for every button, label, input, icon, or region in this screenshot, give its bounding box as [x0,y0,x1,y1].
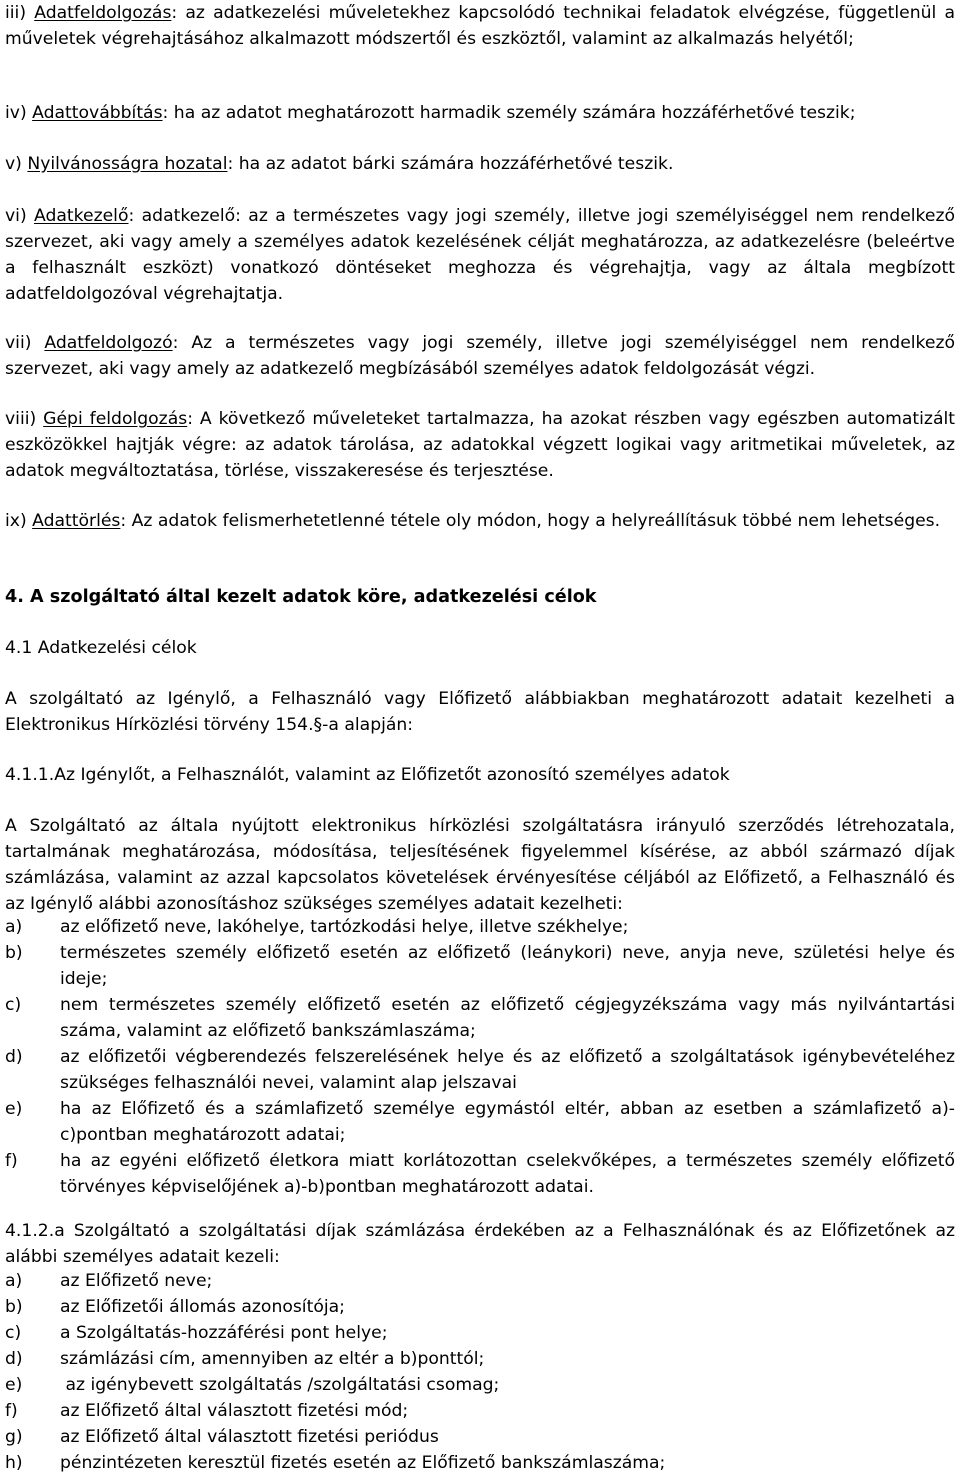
list-item: d) az előfizetői végberendezés felszerelésének helye és az előfizető a szolgáltatások igénybevételéhez szükséges felhasználói nevei, valamint alap jelszavai [5,1047,955,1093]
definition-iv [5,100,955,126]
intro-paragraph: A szolgáltató az Igénylő, a Felhasználó vagy Előfizető alábbiakban meghatározott adatait kezelheti a Elektronikus Hírközlési törvény 154.§-a alapján: [5,689,955,735]
definition-text: : ha az adatot bárki számára hozzáférhetővé teszik. [227,154,674,174]
list-item: h) pénzintézeten keresztül fizetés esetén az Előfizető bankszámlaszáma; [5,1453,666,1473]
definition-v [5,151,955,177]
paragraph-4-1-2: 4.1.2.a Szolgáltató a szolgáltatási díjak számlázása érdekében az a Felhasználónak és az Előfizetőnek az alábbi személyes adatait kezeli: [5,1221,955,1267]
list-item: b) az Előfizetői állomás azonosítója; [5,1297,345,1317]
definition-text: : az adatkezelési műveletekhez kapcsolódó technikai feladatok elvégzése, függetlenül a műveletek végrehajtásához alkalmazott módszertől és eszköztől, valamint az alkalmazás helyétől; [5,3,955,49]
definition-term: Adattovábbítás [32,103,163,123]
list-item: d) számlázási cím, amennyiben az eltér a b)ponttól; [5,1349,485,1369]
definition-number: iii) [5,3,27,23]
definition-text: : A következő műveleteket tartalmazza, ha azokat részben vagy egészben automatizált eszközökkel hajtják végre: az adatok tárolása, az adatokkal végzett logikai vagy aritmetikai műveletek, az adatok megváltoztatása, törlése, visszakeresése és terjesztése. [5,409,955,481]
definition-text: : ha az adatot meghatározott harmadik személy számára hozzáférhetővé teszik; [162,103,856,123]
definition-term: Gépi feldolgozás [43,409,188,429]
list-item: b) természetes személy előfizető esetén az előfizető (leánykori) neve, anyja neve, születési helye és ideje; [5,943,955,989]
identification-data-list [5,914,955,1200]
definition-number: vii) [5,333,32,353]
subsection-title: 4.1 Adatkezelési célok [5,638,197,658]
definition-viii [5,406,955,484]
paragraph-4-1-1: A Szolgáltató az általa nyújtott elektronikus hírközlési szolgáltatásra irányuló szerződés létrehozatala, tartalmának meghatározása, módosítása, teljesítésének figyelemmel kísérése, az abból származó díjak számlázása, valamint az azzal kapcsolatos követelések érvényesítése céljából az Előfizető, a Felhasználó és az Igénylő alábbi azonosításhoz szükséges személyes adatait kezelheti: [5,816,955,914]
definition-number: v) [5,154,22,174]
definition-term: Adattörlés [32,511,121,531]
definition-text: : Az a természetes vagy jogi személy, illetve jogi személyiséggel nem rendelkező szervezet, aki vagy amely az adatkezelő megbízásából személyes adatok feldolgozását végzi. [5,333,956,379]
definition-term: Adatfeldolgozás [34,3,172,23]
list-item: g) az Előfizető által választott fizetési periódus [5,1427,439,1447]
definition-vii [5,330,955,382]
definition-term: Adatkezelő [34,206,129,226]
section-heading: 4. A szolgáltató által kezelt adatok köre, adatkezelési célok [5,587,597,607]
definition-iii [5,0,955,52]
definition-text: : Az adatok felismerhetetlenné tétele oly módon, hogy a helyreállításuk többé nem lehetséges. [120,511,941,531]
definition-term: Nyilvánosságra hozatal [27,154,228,174]
definition-number: vi) [5,206,27,226]
list-item: c) a Szolgáltatás-hozzáférési pont helye; [5,1323,388,1343]
definition-number: ix) [5,511,27,531]
definition-text: : adatkezelő: az a természetes vagy jogi személy, illetve jogi személyiséggel nem rendelkező szervezet, aki vagy amely a személyes adatok kezelésének célját meghatározza, az adatkezelésre (beleértve a felhasznált eszközt) vonatkozó döntéseket meghozza és végrehajtja, vagy az általa megbízott adatfeldolgozóval végrehajtatja. [5,206,955,304]
definition-term: Adatfeldolgozó [44,333,173,353]
definition-ix [5,508,955,534]
list-item: f) ha az egyéni előfizető életkora miatt korlátozottan cselekvőképes, a természetes személy előfizető törvényes képviselőjének a)-b)pontban meghatározott adatai. [5,1151,955,1197]
subsection-title: 4.1.1.Az Igénylőt, a Felhasználót, valamint az Előfizetőt azonosító személyes adatok [5,765,730,785]
definition-number: iv) [5,103,27,123]
definition-vi [5,203,955,307]
list-item: a) az Előfizető neve; [5,1271,213,1291]
list-item: e) ha az Előfizető és a számlafizető személye egymástól eltér, abban az esetben a számlafizető a)-c)pontban meghatározott adatai; [5,1099,955,1145]
definition-number: viii) [5,409,37,429]
list-item: e) az igénybevett szolgáltatás /szolgáltatási csomag; [5,1375,500,1395]
list-item: f) az Előfizető által választott fizetési mód; [5,1401,409,1421]
billing-data-list [5,1268,955,1476]
list-item: c) nem természetes személy előfizető esetén az előfizető cégjegyzékszáma vagy más nyilvántartási száma, valamint az előfizető bankszámlaszáma; [5,995,955,1041]
list-item: a) az előfizető neve, lakóhelye, tartózkodási helye, illetve székhelye; [5,917,629,937]
